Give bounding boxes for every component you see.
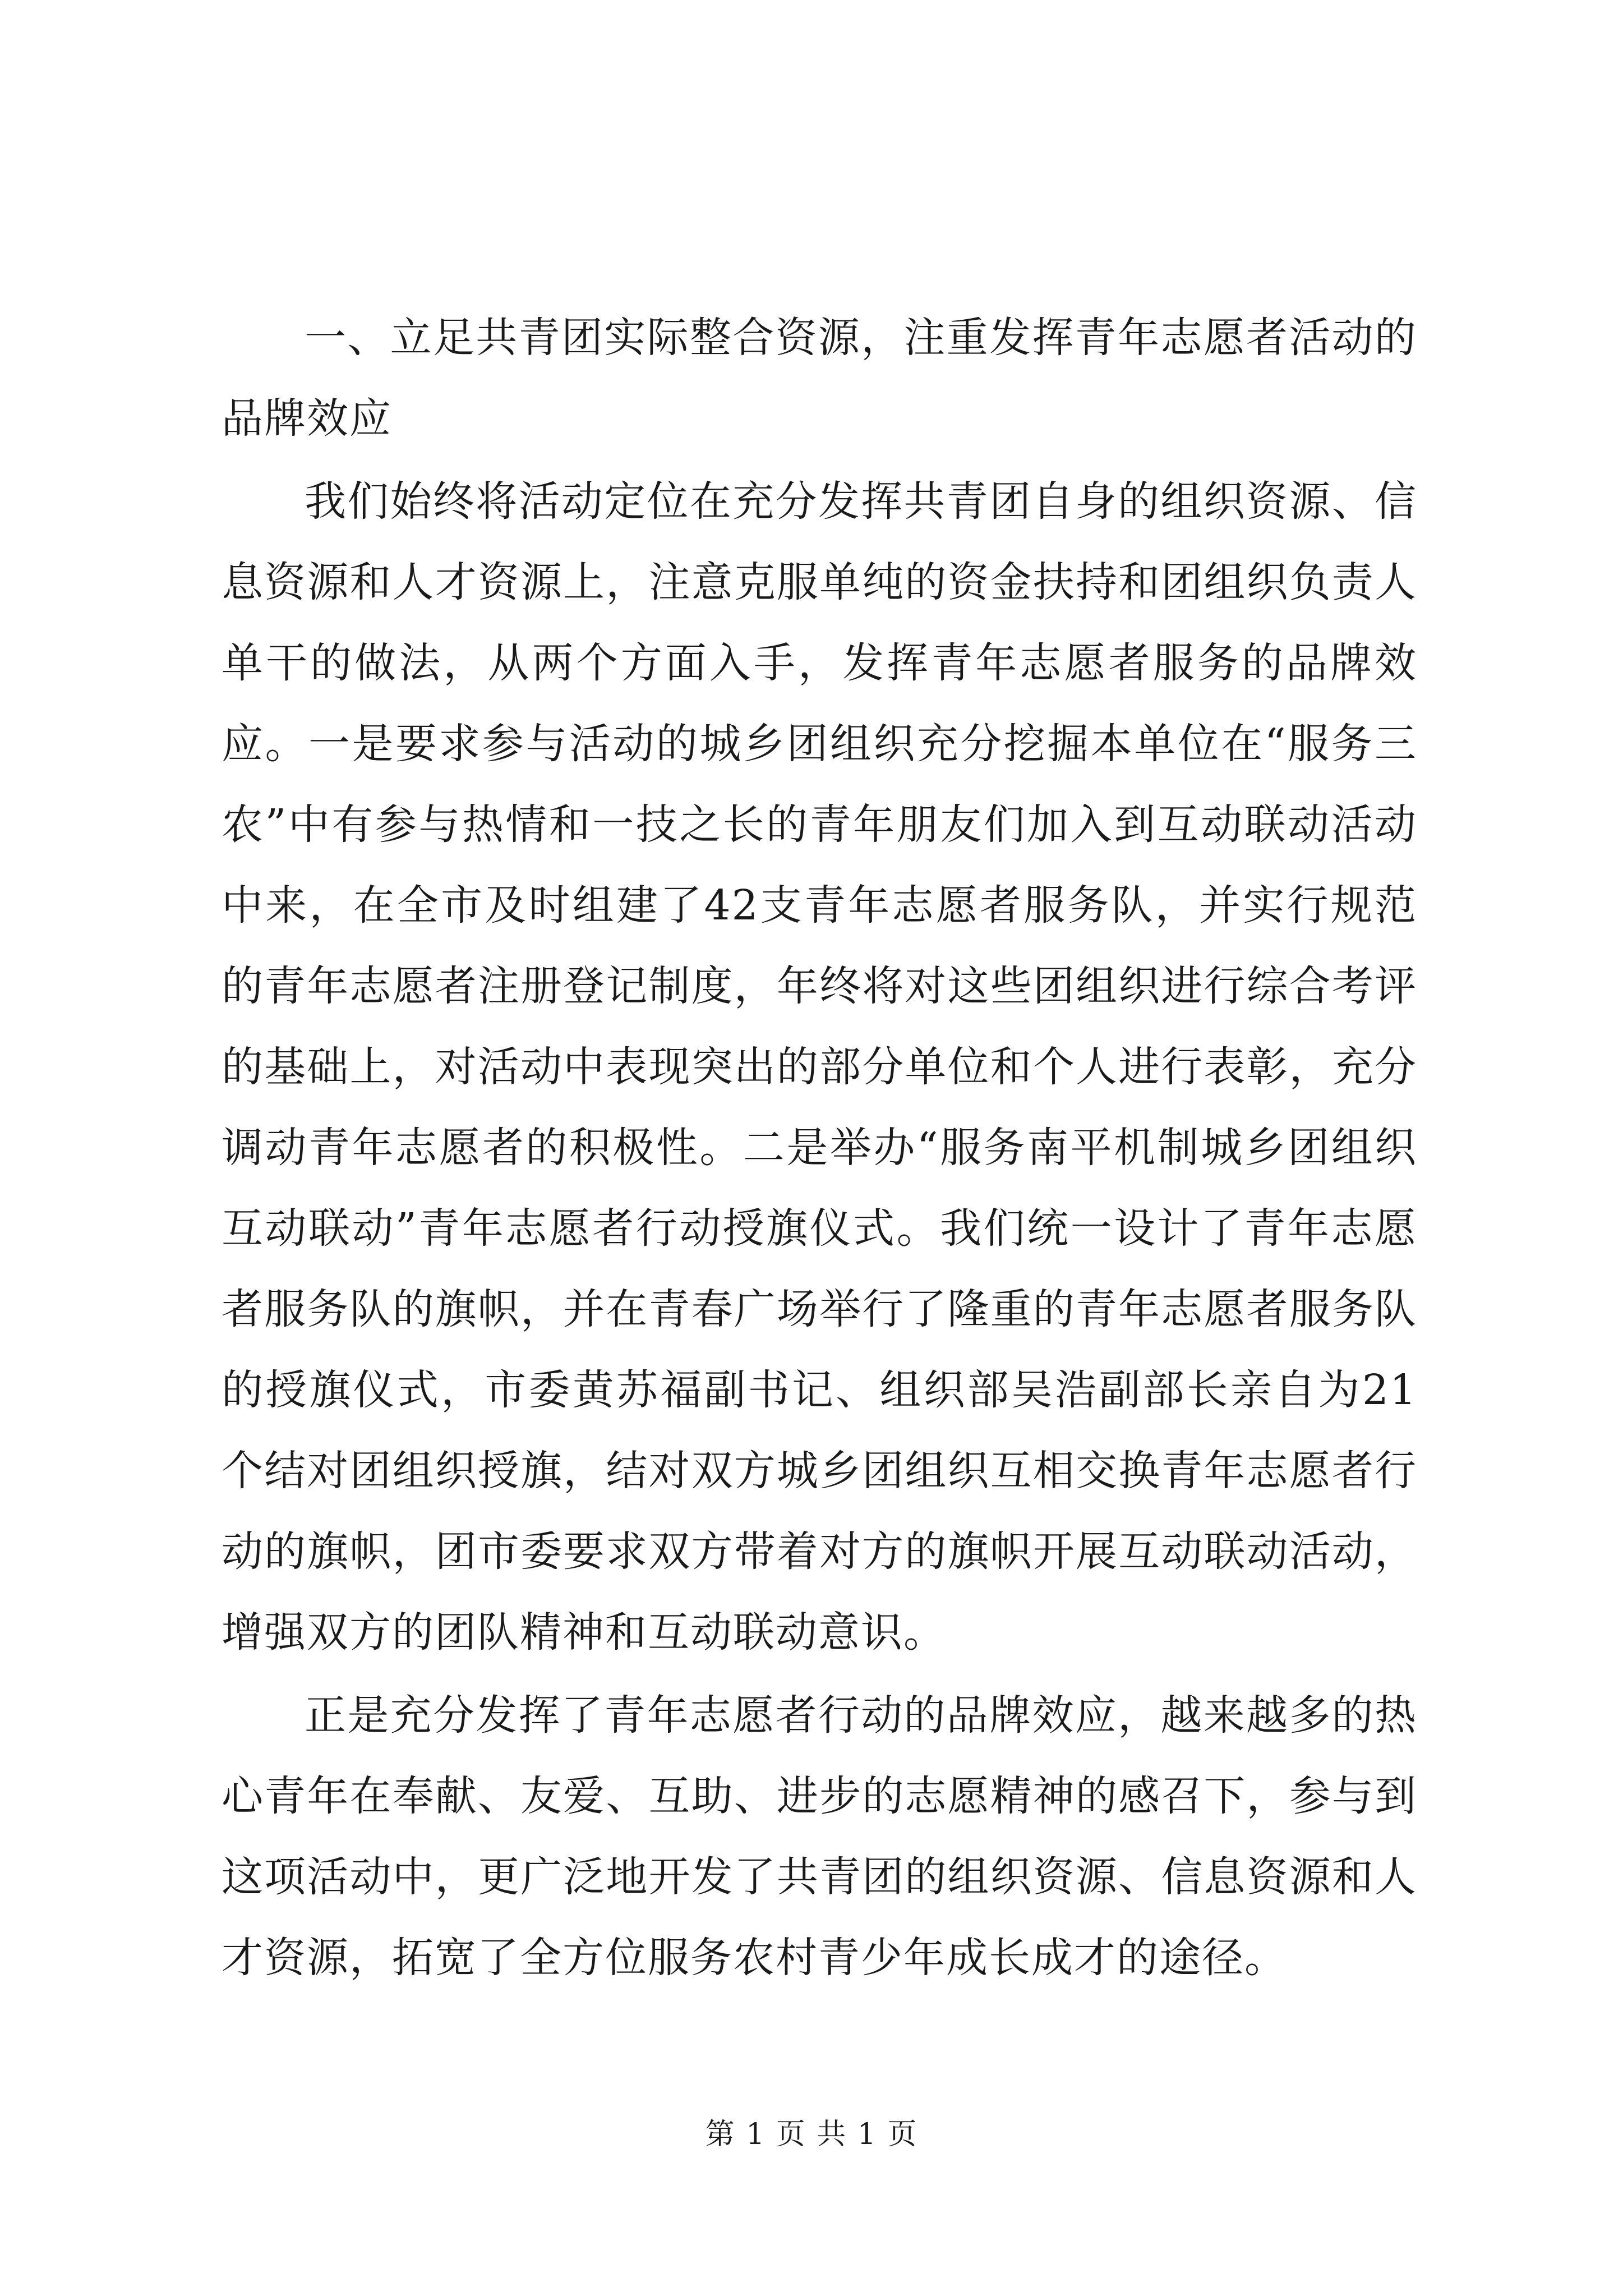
body-paragraph: 我们始终将活动定位在充分发挥共青团自身的组织资源、信息资源和人才资源上，注意克服单纯的资金扶持和团组织负责人单干的做法，从两个方面入手，发挥青年志愿者服务的品牌效应。一是要求参与活动的城乡团组织充分挖掘本单位在“服务三农”中有参与热情和一技之长的青年朋友们加入到互动联动活动中来，在全市及时组建了42支青年志愿者服务队，并实行规范的青年志愿者注册登记制度，年终将对这些团组织进行综合考评的基础上，对活动中表现突出的部分单位和个人进行表彰，充分调动青年志愿者的积极性。二是举办“服务南平机制城乡团组织互动联动”青年志愿者行动授旗仪式。我们统一设计了青年志愿者服务队的旗帜，并在青春广场举行了隆重的青年志愿者服务队的授旗仪式，市委黄苏福副书记、组织部吴浩副部长亲自为21个结对团组织授旗，结对双方城乡团组织互相交换青年志愿者行动的旗帜，团市委要求双方带着对方的旗帜开展互动联动活动，增强双方的团队精神和互动联动意识。	[222, 477, 1417, 1657]
body-paragraph: 正是充分发挥了青年志愿者行动的品牌效应，越来越多的热心青年在奉献、友爱、互助、进步的志愿精神的感召下，参与到这项活动中，更广泛地开发了共青团的组织资源、信息资源和人才资源，拓宽了全方位服务农村青少年成长成才的途径。	[222, 1691, 1417, 1982]
page-number-footer: 第 1 页 共 1 页	[705, 2118, 918, 2151]
document-body	[222, 297, 1417, 2000]
section-heading: 一、立足共青团实际整合资源，注重发挥青年志愿者活动的品牌效应	[222, 314, 1417, 443]
